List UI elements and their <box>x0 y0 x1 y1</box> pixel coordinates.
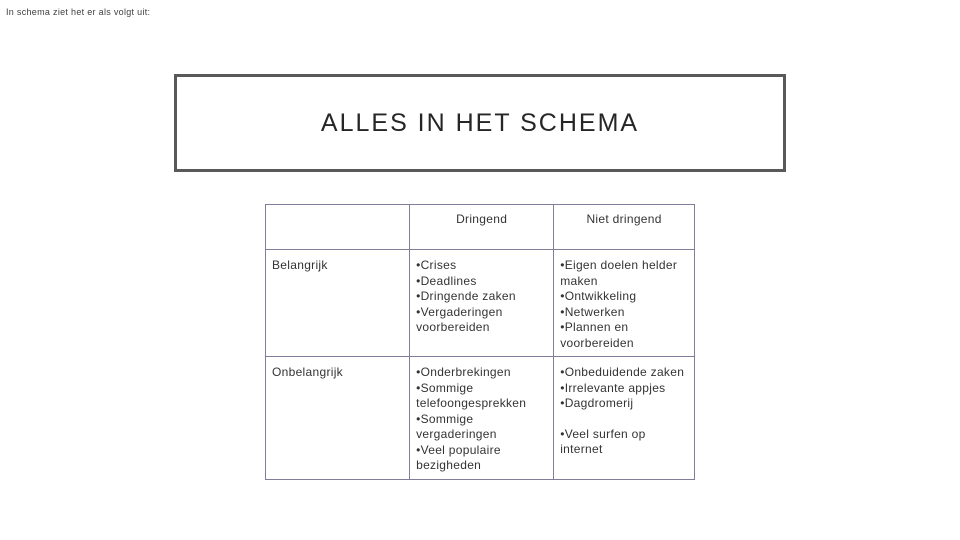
list-item: •Sommige telefoongesprekken <box>416 380 527 410</box>
list-item: •Dagdromerij <box>560 396 634 410</box>
slide-caption: In schema ziet het er als volgt uit: <box>6 7 151 17</box>
list-item: •Vergaderingen voorbereiden <box>416 304 503 334</box>
list-item: •Ontwikkeling <box>560 289 637 303</box>
table-row <box>266 250 695 357</box>
list-item: •Dringende zaken <box>416 289 516 303</box>
table-row <box>266 357 695 480</box>
row-label-important: Belangrijk <box>266 250 410 357</box>
cell-important-not-urgent <box>554 250 695 357</box>
slide-title: ALLES IN HET SCHEMA <box>320 108 640 137</box>
spacer <box>560 412 688 427</box>
list-item: •Veel populaire bezigheden <box>416 442 501 472</box>
cell-unimportant-not-urgent <box>554 357 695 480</box>
list-item: •Deadlines <box>416 273 477 288</box>
table-header-row <box>266 205 695 250</box>
list-item: •Onbeduidende zaken <box>560 365 685 379</box>
row-label-unimportant: Onbelangrijk <box>266 357 410 480</box>
list-item: •Irrelevante appjes <box>560 380 666 395</box>
header-urgent: Dringend <box>410 205 554 250</box>
list-item: •Netwerken <box>560 304 625 319</box>
cell-unimportant-urgent <box>410 357 554 480</box>
list-item: •Onderbrekingen <box>416 365 511 379</box>
list-item: •Plannen en voorbereiden <box>560 320 634 350</box>
priority-matrix-table <box>265 204 695 480</box>
list-item: •Sommige vergaderingen <box>416 411 497 441</box>
header-not-urgent: Niet dringend <box>554 205 695 250</box>
header-empty-cell <box>266 205 410 250</box>
title-box <box>174 74 786 172</box>
list-item: •Crises <box>416 258 457 272</box>
list-item: •Eigen doelen helder maken <box>560 258 678 288</box>
list-item: •Veel surfen op internet <box>560 426 646 456</box>
cell-important-urgent <box>410 250 554 357</box>
